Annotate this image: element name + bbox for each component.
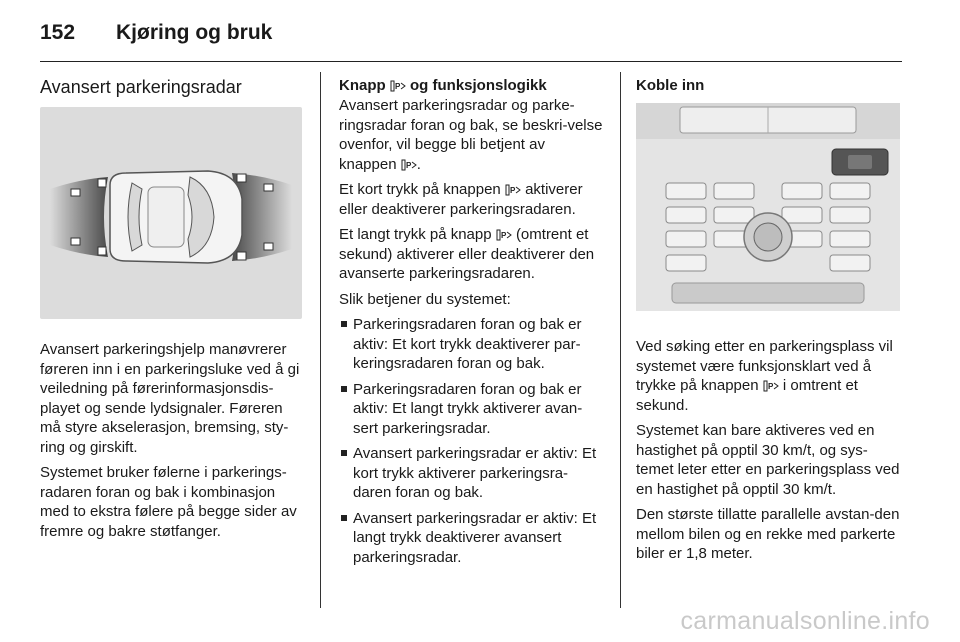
parking-radar-illustration (40, 107, 302, 319)
dashboard-console-illustration (636, 103, 900, 311)
paragraph-search: Ved søking etter en parkeringsplass vil systemet være funksjonsklart ved å trykke på knappen P i omtrent et sekund. (636, 338, 893, 414)
parking-assist-icon (390, 80, 406, 92)
parking-assist-icon (496, 229, 512, 241)
list-item: Parkeringsradaren foran og bak er aktiv: Et langt trykk aktiverer avan-sert parkeringsradar. (339, 380, 605, 439)
svg-text:P: P (394, 82, 401, 92)
paragraph-operation: Slik betjener du systemet: (339, 290, 511, 308)
column-1 (40, 76, 302, 547)
column-2 (339, 76, 605, 573)
column-3 (636, 76, 902, 570)
svg-text:P: P (509, 186, 516, 196)
list-item: Parkeringsradaren foran og bak er aktiv: Et kort trykk deaktiverer par-keringsradaren foran og bak. (339, 315, 605, 374)
activate-heading: Koble inn (636, 77, 705, 94)
paragraph-short-press: Et kort trykk på knappen P aktiverer eller deaktiverer parkeringsradaren. (339, 181, 583, 218)
header-rule (40, 61, 902, 62)
paragraph-long-press: Et langt trykk på knapp P (omtrent et sekund) aktiverer eller deaktiverer den avanserte parkeringsradaren. (339, 226, 595, 282)
column-divider (320, 72, 321, 608)
page-number: 152 (40, 21, 76, 44)
page-header (40, 20, 272, 46)
svg-text:P: P (405, 160, 412, 170)
column-divider (620, 72, 621, 608)
parking-assist-icon (401, 159, 417, 171)
parking-assist-icon (505, 184, 521, 196)
center-console-icon (636, 103, 900, 311)
car-top-view-icon (40, 107, 302, 319)
svg-text:P: P (767, 382, 774, 392)
list-item: Avansert parkeringsradar er aktiv: Et kort trykk aktiverer parkeringsra-daren foran og bak. (339, 444, 605, 503)
parking-assist-icon (763, 380, 779, 392)
list-item: Avansert parkeringsradar er aktiv: Et langt trykk deaktiverer avansert parkeringsradar. (339, 509, 605, 568)
paragraph-buttons: Avansert parkeringsradar og parke-ringsradar foran og bak, se beskri-velse ovenfor, vil begge bli betjent av knappen P . (339, 97, 603, 173)
paragraph-distance: Den største tillatte parallelle avstan-den mellom bilen og en rekke med parkerte biler er 1,8 meter. (636, 506, 900, 562)
chapter-title: Kjøring og bruk (116, 21, 273, 44)
sensor-paragraph: Systemet bruker følerne i parkerings-radaren foran og bak i kombinasjon med to ekstra følere på begge sider av fremre og bakre støtfanger. (40, 464, 297, 540)
intro-paragraph: Avansert parkeringshjelp manøvrerer føreren inn i en parkeringsluke ved å gi veiledning på førerinformasjonsdis-playet og sende lydsignaler. Føreren må styre akselerasjon, bremsing, sty-ring og girskift. (40, 341, 300, 456)
watermark: carmanualsonline.info (680, 607, 930, 635)
paragraph-speed: Systemet kan bare aktiveres ved en hastighet på opptil 30 km/t, og sys-temet leter etter en parkeringsplass ved en hastighet på opptil 30 km/t. (636, 422, 900, 498)
svg-text:P: P (500, 231, 507, 241)
operation-list (339, 315, 605, 567)
section-title: Avansert parkeringsradar (40, 77, 242, 97)
button-logic-heading: Knapp P og funksjonslogikk (339, 77, 547, 94)
